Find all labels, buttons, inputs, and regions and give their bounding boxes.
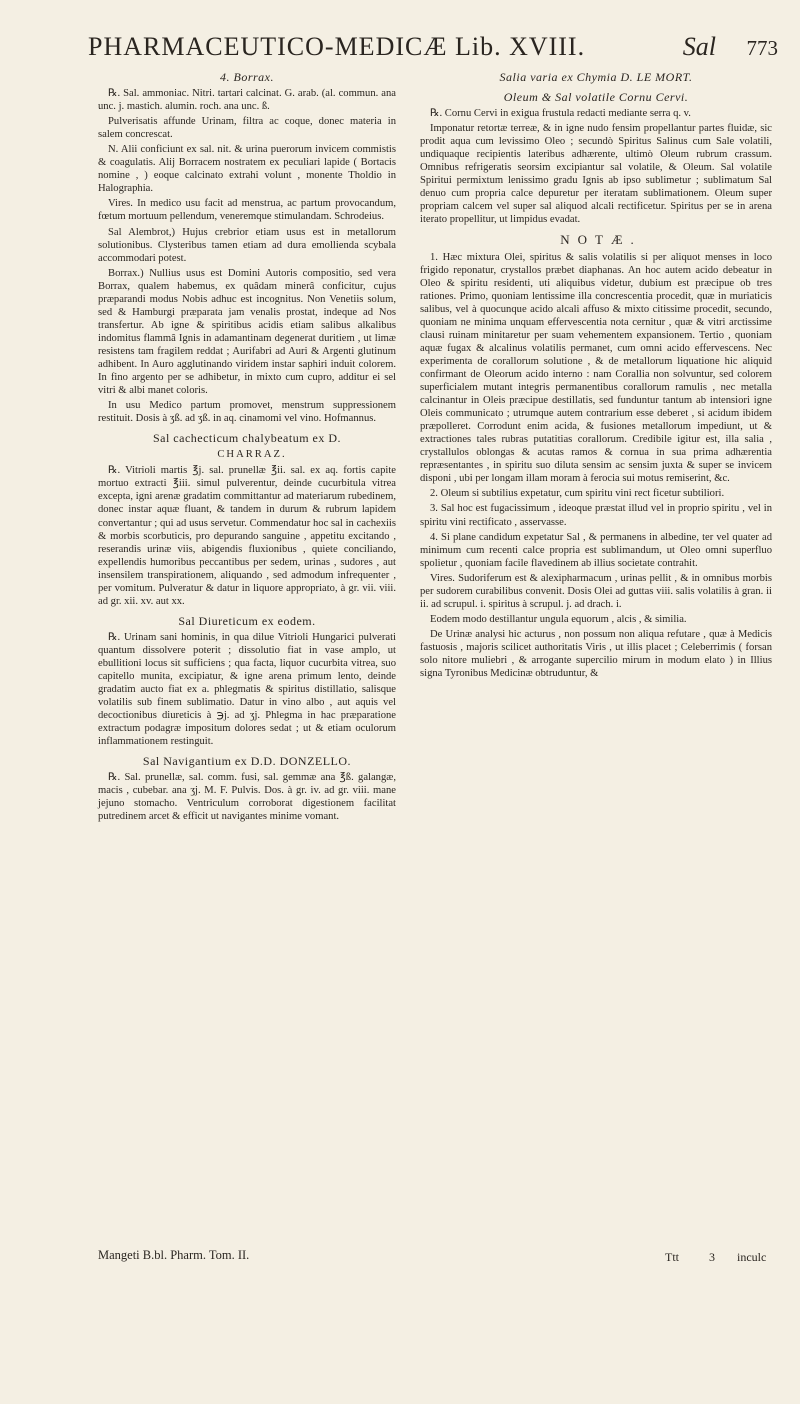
paragraph: ℞. Cornu Cervi in exigua frustula redacti mediante serra q. v. — [430, 108, 691, 120]
paragraph: ℞. Urinam sani hominis, in qua dilue Vitrioli Hungarici pulverati quantum dissolvere poterit ; dissolutio fiat in vase amplo, ut ebullitioni locus sit sufficiens ; qua facta, liquor cucurbita vitrea, suo capitello munita, excipiatur, & igne arena primum lento, deinde gradatim aucto fiat ex a. phlegmatis & spiritus distillatio, salisque volatilis sub finem sublimatio. Datur in vino albo , aut aquis vel decoctionibus diureticis à ℈j. ad ʒj. Phlegma in hac præparatione extractum podagræ impositum dolores sedat ; ut & etiam oculorum inflammationem restinguit. — [98, 631, 396, 748]
left-column — [98, 64, 396, 826]
paragraph: Vires. In medico usu facit ad menstrua, ac partum provocandum, fœtum mortuum pellendum, veneremque stimulandam. Schrodeius. — [98, 198, 396, 223]
paragraph: Pulverisatis affunde Urinam, filtra ac coque, donec materia in salem concrescat. — [98, 116, 396, 141]
paragraph: In usu Medico partum promovet, menstrum suppressionem restituit. Dosis à ʒß. ad ʒß. in aq. cinamomi vel vino. Hofmannus. — [98, 400, 396, 425]
paragraph: Sal Alembrot,) Hujus crebrior etiam usus est in metallorum solutionibus. Clysteribus tamen etiam ad dura emollienda scybala accommodari potest. — [98, 226, 396, 264]
section-title-sal-navigantium: Sal Navigantium ex D.D. DONZELLO. — [142, 754, 352, 769]
note-paragraph: 3. Sal hoc est fugacissimum , ideoque præstat illud vel in proprio spiritu , vel in spiritu vini rectificato , asservasse. — [420, 503, 772, 528]
paragraph: N. Alii conficiunt ex sal. nit. & urina puerorum invicem commistis & coagulatis. Alij Borracem nostratem ex peculiari lapide ( Bortacis nomine , ) eoque calcinato extrahi volunt , monente Tholdio in Halographia. — [98, 144, 396, 195]
notes-heading: NOTÆ. — [560, 231, 642, 247]
paragraph: Imponatur retortæ terreæ, & in igne nudo fensim propellantur partes fluidæ, sic prodit aqua cum levissimo Oleo ; secundò Spiritus Salinus cum Sale volatili, undiquaque recipientis lateribus adhærente, ultimò Oleum rubrum crassum. Omnibus refrigeratis seorsim excipiantur sal volatile, & Oleum. Sal volatile Spiritui permixtum lenissimo gradu Ignis ab ipso sublimetur ; sublimatum Sal denuo cum propria calce depuretur per iteratam sublimationem. Oleum super propriam calcem vel super sal aliquod alcali rectificetur. Spiritus per se in arena iterato propellitur, ut limpidus evadat. — [420, 123, 772, 226]
section-label: Sal — [682, 32, 716, 61]
right-column — [420, 64, 772, 682]
paragraph: ℞. Sal. ammoniac. Nitri. tartari calcinat. G. arab. (al. commun. ana unc. j. mastich. alumin. roch. ana unc. ß. — [98, 88, 396, 113]
running-title: PHARMACEUTICO-MEDICÆ Lib. XVIII. — [88, 32, 586, 61]
note-paragraph: Eodem modo destillantur ungula equorum , alcis , & similia. — [430, 613, 687, 625]
running-header — [88, 18, 778, 70]
page-number: 773 — [746, 36, 778, 60]
section-subtitle: Oleum & Sal volatile Cornu Cervi. — [503, 90, 689, 105]
signature-number: 3 — [709, 1250, 715, 1264]
note-paragraph: De Urinæ analysi hic acturus , non possum non aliqua refutare , quæ à Medicis fastuosis , majoris scilicet authoritatis Viris , ut illis placet ; Celeberrimis ( forsan solo nitore muliebri , & arrogante supercilio mirum in modum elato ) in Illius signa Tyronibus Medicinæ obtruduntur, & — [420, 628, 772, 680]
section-author: CHARRAZ. — [217, 449, 287, 461]
note-paragraph: 1. Hæc mixtura Olei, spiritus & salis volatilis si per aliquot menses in loco frigido reponatur, crystallos præbet diaphanas. An hoc autem acido debeatur in Oleo & spiritu residenti, uti aliquibus videtur, dubium est præcipue ob tres rationes. Primo, quoniam lentissime illa concrescentia procedit, quæ in muriaticis salibus, vel à quocunque acido alcali affuso & mixto citissime procedit, secundo, quoniam ne minima unquam effervescentia nota cernitur , quæ & vitri arctissime clausi ruinam minitaretur per suam vehementem expansionem. Tertio , quoniam aquæ fugax & alcalinus volatilis permanet, cum omni acido effervescens. Nec experimenta de corallorum solutione , & de metallorum liquatione hic aliquid confirmant de Oleorum acido interno : nam Corallia non solvuntur, sed colorem superficialem mutant integris permanentibus corallorum ramulis , nec metalla calcinantur in Oleis præcipue destillatis, sed funduntur tantum ab intensiori igne Oleis communicato ; utrumque autem contrarium esse deberet , si acidum ibidem præpolleret. Corrodunt enim acida, & fusiones metallorum impediunt, ut & extractiones tales rubras putatitias corallorum. Credibile igitur est, illa salia , crystallulos oblongas & acutas ramos & cornua in sua prima adhærentia repræsentantes , in spiritu suo diluta sensim ac sensim juxta & super se invicem disponi , ubi per longam illam moram à ferocia sui motus remiserint, &c. — [420, 251, 772, 485]
signature-mark: Ttt — [665, 1250, 679, 1264]
note-paragraph: 4. Si plane candidum expetatur Sal , & permanens in albedine, ter vel quater ad minimum cum recenti calce propria est sublimandum, ut Oleo omni superfluo spolietur , quoniam facile flavedinem ab illius societate contrahit. — [420, 531, 772, 569]
recipe-heading-borrax: 4. Borrax. — [220, 70, 274, 84]
paragraph: ℞. Vitrioli martis ℥j. sal. prunellæ ℥ii. sal. ex aq. fortis capite mortuo extracti ℥iii. simul pulverentur, deinde cucurbitula vitrea excepta, igni arenæ gradatim committantur ad materiarum rubedinem, donec instar aquæ fluant, & tandem in durum & rubrum lapidem convertantur ; qui ad usus servetur. Commendatur hoc sal in cachexiis & morbis scorbuticis, pro depurando sanguine , appetitu excitando , reserandis urinæ viis, abigendis fluxionibus , quiete conciliando, expellendis humoribus peccantibus per sedem, urinas , sudores , aut insensilem transpirationem, aliquando , sed admodum infrequenter , per vomitum. Pulveratur & datur in liquore appropriato, à gr. vii. viii. ad gr. xii. xv. aut xx. — [98, 465, 396, 607]
section-title-sal-diureticum: Sal Diureticum ex eodem. — [178, 613, 316, 628]
section-title-salia-varia: Salia varia ex Chymia D. LE MORT. — [499, 70, 693, 84]
footer-signature: Mangeti B.bl. Pharm. Tom. II. — [98, 1248, 250, 1262]
note-paragraph: Vires. Sudoriferum est & alexipharmacum , urinas pellit , & in omnibus morbis per sudorem curabilibus convenit. Dosis Olei ad guttas viii. salis volatilis à gran. ii ii. ad scrupul. i. spiritus à scrupul. j. ad drach. i. — [420, 572, 772, 610]
note-paragraph: 2. Oleum si subtilius expetatur, cum spiritu vini rect ficetur subtiliori. — [430, 488, 725, 500]
paragraph: Borrax.) Nullius usus est Domini Autoris compositio, sed vera Borrax, qualem habemus, ex quâdam minerâ conficitur, cujus præparandi modus Nobis adhuc est incognitus. Non Venetiis solum, sed & Hamburgi præparata jam venalis prostat, indeque ad Nos transfertur. Ab igne & spiritibus acidis etiam salibus alkalibus indomitus flammâ Ignis in adamantinam degenerat duritiem , ut limæ resistens tam fragilem reddat ; Aurifabri ad Auri & Argenti glutinum adhibent. In Auro agglutinando viridem instar saphiri induit colorem. In fino argento per se adhibetur, in mixto cum cupro, additur ei sel vitri & albi manet coloris. — [98, 267, 396, 397]
catchword: inculc — [737, 1250, 767, 1264]
paragraph: ℞. Sal. prunellæ, sal. comm. fusi, sal. gemmæ ana ℥ß. galangæ, macis , cubebar. ana ʒj. M. F. Pulvis. Dos. à gr. iv. ad gr. viii. mane jejuno stomacho. Ventriculum corroborat digestionem facilitat putredinem arcet & efficit ut navigantes minime vomant. — [98, 772, 396, 823]
section-title-sal-cachecticum: Sal cachecticum chalybeatum ex D. — [152, 431, 342, 446]
